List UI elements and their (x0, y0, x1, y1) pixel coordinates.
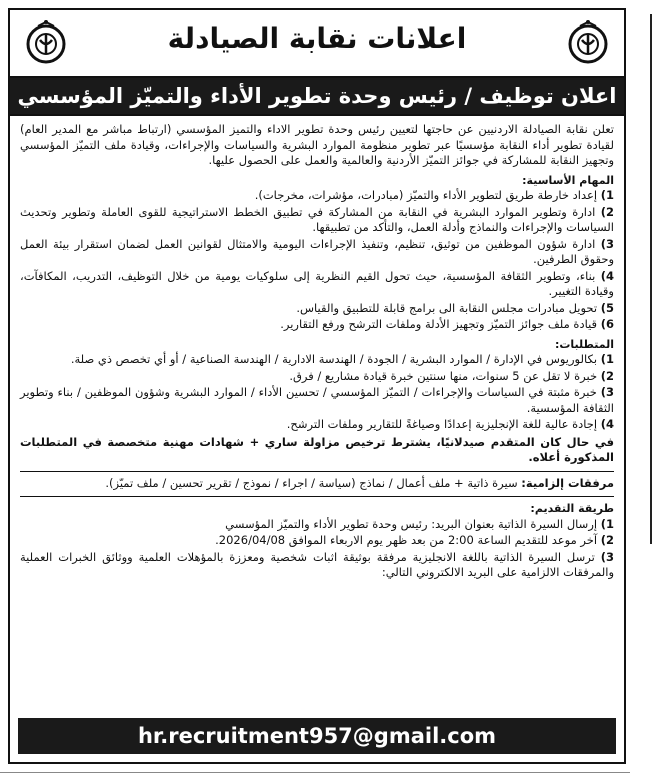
list-item: 3) ادارة شؤون الموظفين من توثيق، تنظيم، وتنفيذ الإجراءات اليومية والامتثال لقوانين العمل لضمان استقرار بيئة العمل وحقوق الطرفين. (20, 236, 615, 266)
apply-list (20, 517, 614, 581)
list-item: 4) بناء، وتطوير الثقافة المؤسسية، حيث تحول القيم النظرية إلى سلوكيات يومية من خلال التوظيف، التدريب، المكافآت، وقيادة التغيير. (20, 268, 615, 298)
list-item: 3) خبرة مثبتة في السياسات والإجراءات / التميّز المؤسسي / تحسين الأداء / الموارد البشرية وشؤون الموظفين / بناء وتطوير الثقافة المؤسسية. (20, 385, 614, 415)
syndicate-emblem-icon (564, 18, 612, 66)
pharmacist-note: في حال كان المتقدم صيدلانيًا، يشترط ترخيص مزاولة ساري + شهادات مهنية متخصصة في المتطلبات المذكورة أعلاه. (20, 434, 614, 464)
list-item: 2) ادارة وتطوير الموارد البشرية في النقابة من المشاركة في تطبيق الخطط الاستراتيجية للقوى العاملة وتطوير وتحديث السياسات والإجراءات والنماذج وأدلة العمل، والتأكد من تطبيقها. (20, 204, 614, 234)
divider (20, 471, 614, 472)
ad-body (10, 116, 624, 581)
job-advertisement (8, 8, 626, 764)
list-item: 1) بكالوريوس في الإدارة / الموارد البشرية / الجودة / الهندسة الادارية / الهندسة الصناعية / أو أي تخصص ذي صلة. (70, 352, 614, 366)
attachments: مرفقات إلزامية: سيرة ذاتية + ملف أعمال / نماذج (سياسة / اجراء / نموذج / تقرير تحسين / ملف تميّز). (105, 475, 614, 490)
divider (20, 496, 614, 497)
intro-paragraph: تعلن نقابة الصيادلة الاردنيين عن حاجتها لتعيين رئيس وحدة تطوير الاداء والتميز المؤسسي (ارتباط مباشر مع المدير العام) لقيادة تطوير أداء النقابة مؤسسيًا عبر تطوير منظومة الموارد البشرية والسياسات والإجراءات، وقيادة ملف التميّز المؤسسي وتجهيز النقابة للمشاركة في جوائز التميّز الأردنية والعالمية والعمل على الحصول عليها. (20, 122, 614, 167)
syndicate-emblem-icon (22, 18, 70, 66)
list-item: 4) إجادة عالية للغة الإنجليزية إعدادًا وصياغةً للتقارير وملفات الترشح. (286, 417, 614, 431)
requirements-heading: المتطلبات: (554, 337, 614, 351)
page-title: اعلانات نقابة الصيادلة (167, 22, 467, 55)
job-title-banner: اعلان توظيف / رئيس وحدة تطوير الأداء والتميّز المؤسسي (10, 78, 624, 116)
column-rule (650, 14, 652, 544)
apply-heading: طريقة التقديم: (530, 502, 614, 515)
duties-heading: المهام الأساسية: (522, 173, 614, 187)
list-item: 2) آخر موعد للتقديم الساعة 2:00 من بعد ظهر يوم الاربعاء الموافق 2026/04/08. (215, 533, 614, 547)
email-address: hr.recruitment957@gmail.com (18, 718, 616, 754)
duties-list (20, 188, 614, 333)
list-item: 5) تحويل مبادرات مجلس النقابة الى برامج قابلة للتطبيق والقياس. (296, 300, 614, 315)
list-item: 1) إرسال السيرة الذاتية بعنوان البريد: رئيس وحدة تطوير الأداء والتميّز المؤسسي (225, 516, 614, 531)
requirements-list (20, 352, 614, 433)
list-item: 2) خبرة لا تقل عن 5 سنوات، منها سنتين خبرة قيادة مشاريع / فرق. (289, 368, 614, 383)
list-item: 3) ترسل السيرة الذاتية باللغة الانجليزية مرفقة بوثيقة اثبات شخصية ومعززة بالمؤهلات العلمية ووثائق الخبرات العملية والمرفقات الالزامية على البريد الالكتروني التالي: (20, 549, 614, 579)
list-item: 6) قيادة ملف جوائز التميّز وتجهيز الأدلة وملفات الترشح ورفع التقارير. (280, 317, 614, 331)
ad-header (10, 10, 624, 78)
list-item: 1) إعداد خارطة طريق لتطوير الأداء والتميّز (مبادرات، مؤشرات، مخرجات). (254, 188, 614, 202)
page-rule (0, 772, 630, 773)
